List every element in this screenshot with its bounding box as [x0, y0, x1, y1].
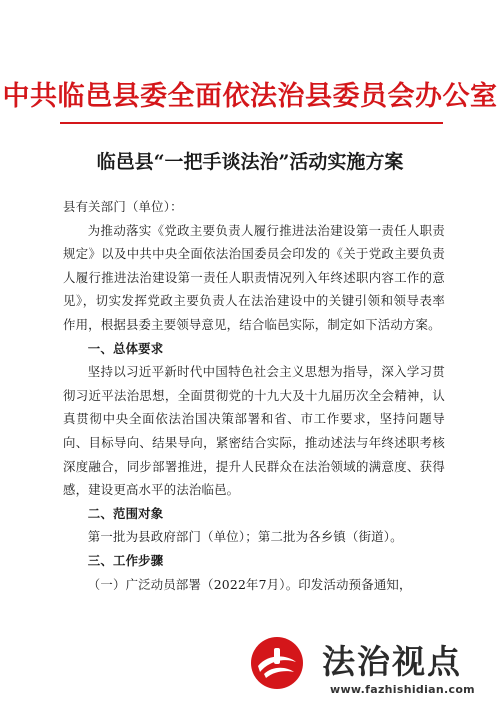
document-body — [63, 195, 445, 596]
salutation: 县有关部门（单位）： — [63, 199, 183, 214]
paragraph: 坚持以习近平新时代中国特色社会主义思想为指导，深入学习贯彻习近平法治思想，全面贯彻党的十九大及十九届历次全会精神，认真贯彻中央全面依法治国决策部署和省、市工作要求，坚持问题导向、目标导向、结果导向，紧密结合实际，推动述法与年终述职考核深度融合，同步部署推进，提升人民群众在法治领域的满意度、获得感，建设更高水平的法治临邑。 — [63, 364, 445, 498]
section-heading: 一、总体要求 — [87, 340, 164, 356]
doc-title: 临邑县“一把手谈法治”活动实施方案 — [96, 151, 404, 173]
red-divider — [60, 122, 443, 124]
org-title: 中共临邑县委全面依法治县委员会办公室 — [2, 81, 498, 112]
section-heading: 二、范围对象 — [87, 505, 164, 521]
watermark — [238, 636, 500, 707]
section-heading: 三、工作步骤 — [87, 552, 164, 568]
paragraph: 第一批为县政府部门（单位）；第二批为各乡镇（街道）。 — [87, 529, 403, 545]
watermark-brand: 法治视点 — [322, 642, 462, 681]
fazhi-logo-icon — [250, 636, 304, 690]
paragraph: （一）广泛动员部署（2022年7月）。印发活动预备通知， — [87, 576, 412, 592]
watermark-url: www.fazhishidian.com — [330, 683, 475, 696]
paragraph: 为推动落实《党政主要负责人履行推进法治建设第一责任人职责规定》以及中共中央全面依法治国委员会印发的《关于党政主要负责人履行推进法治建设第一责任人职责情况列入年终述职内容工作的意见》，切实发挥党政主要负责人在法治建设中的关键引领和领导表率作用，根据县委主要领导意见，结合临邑实际，制定如下活动方案。 — [63, 222, 445, 332]
